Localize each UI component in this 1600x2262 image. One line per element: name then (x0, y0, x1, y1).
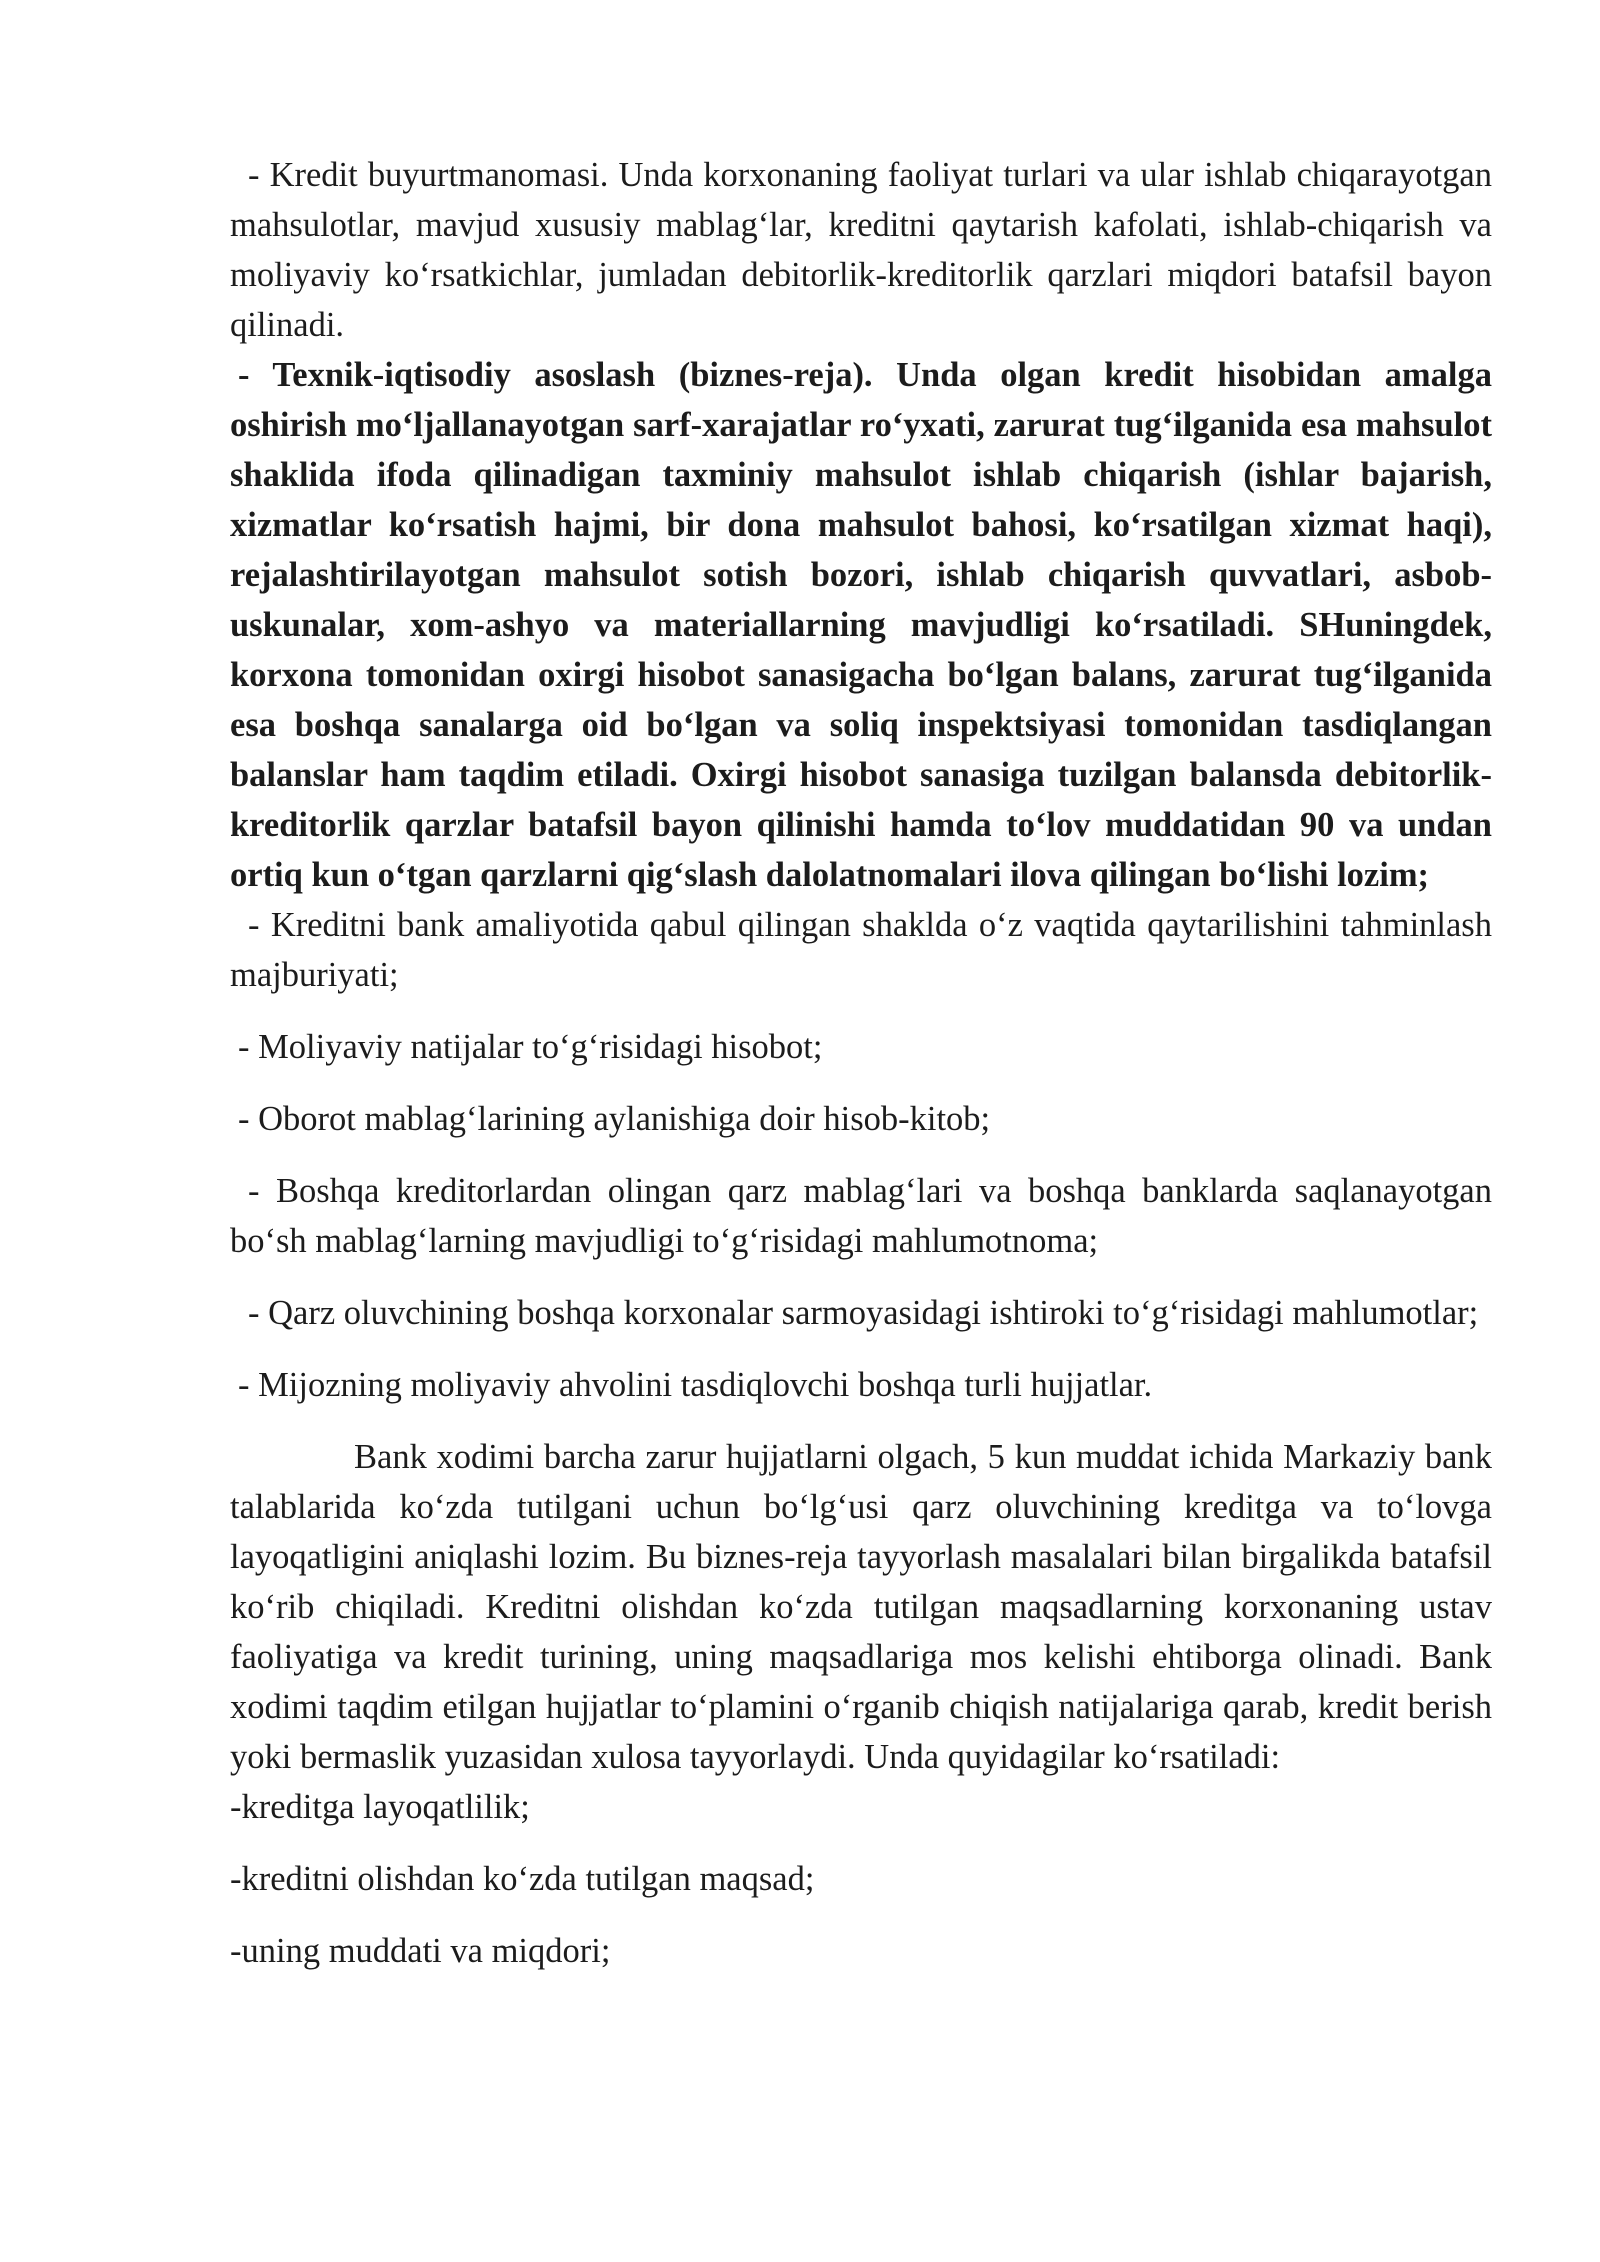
paragraph-working-capital-calculation: - Oborot mablag‘larining aylanishiga doir hisob-kitob; (238, 1100, 991, 1138)
list-item-credit-purpose: -kreditni olishdan ko‘zda tutilgan maqsad; (230, 1860, 815, 1898)
paragraph-other-documents: - Mijozning moliyaviy ahvolini tasdiqlovchi boshqa turli hujjatlar. (238, 1366, 1153, 1404)
document-page (230, 150, 1492, 1976)
paragraph-bank-employee-review: Bank xodimi barcha zarur hujjatlarni olgach, 5 kun muddat ichida Markaziy bank talablarida ko‘zda tutilgani uchun bo‘lg‘usi qarz oluvchining kreditga va to‘lovga layoqatligini aniqlashi lozim. Bu biznes-reja tayyorlash masalalari bilan birgalikda batafsil ko‘rib chiqiladi. Kreditni olishdan ko‘zda tutilgan maqsadlarning korxonaning ustav faoliyatiga va kredit turining, uning maqsadlariga mos kelishi ehtiborga olinadi. Bank xodimi taqdim etilgan hujjatlar to‘plamini o‘rganib chiqish natijalariga qarab, kredit berish yoki bermaslik yuzasidan xulosa tayyorlaydi. Unda quyidagilar ko‘rsatiladi: (230, 1438, 1492, 1776)
paragraph-other-creditors-info: - Boshqa kreditorlardan olingan qarz mablag‘lari va boshqa banklarda saqlanayotgan bo‘sh mablag‘larning mavjudligi to‘g‘risidagi mahlumotnoma; (230, 1172, 1492, 1260)
paragraph-business-plan: - Texnik-iqtisodiy asoslash (biznes-reja). Unda olgan kredit hisobidan amalga oshirish mo‘ljallanayotgan sarf-xarajatlar ro‘yxati, zarurat tug‘ilganida esa mahsulot shaklida ifoda qilinadigan taxminiy mahsulot ishlab chiqarish (ishlar bajarish, xizmatlar ko‘rsatish hajmi, bir dona mahsulot bahosi, ko‘rsatilgan xizmat haqi), rejalashtirilayotgan mahsulot sotish bozori, ishlab chiqarish quvvatlari, asbob-uskunalar, xom-ashyo va materiallarning mavjudligi ko‘rsatiladi. SHuningdek, korxona tomonidan oxirgi hisobot sanasigacha bo‘lgan balans, zarurat tug‘ilganida esa boshqa sanalarga oid bo‘lgan va soliq inspektsiyasi tomonidan tasdiqlangan balanslar ham taqdim etiladi. Oxirgi hisobot sanasiga tuzilgan balansda debitorlik-kreditorlik qarzlar batafsil bayon qilinishi hamda to‘lov muddatidan 90 va undan ortiq kun o‘tgan qarzlarni qig‘slash dalolatnomalari ilova qilingan bo‘lishi lozim; (230, 356, 1492, 894)
paragraph-repayment-obligation: - Kreditni bank amaliyotida qabul qilingan shaklda o‘z vaqtida qaytarilishini tahminlash majburiyati; (230, 906, 1492, 994)
paragraph-borrower-participation-info: - Qarz oluvchining boshqa korxonalar sarmoyasidagi ishtiroki to‘g‘risidagi mahlumotlar; (248, 1294, 1479, 1332)
paragraph-financial-results-report: - Moliyaviy natijalar to‘g‘risidagi hisobot; (238, 1028, 823, 1066)
paragraph-credit-application: - Kredit buyurtmanomasi. Unda korxonaning faoliyat turlari va ular ishlab chiqarayotgan mahsulotlar, mavjud xususiy mablag‘lar, kreditni qaytarish kafolati, ishlab-chiqarish va moliyaviy ko‘rsatkichlar, jumladan debitorlik-kreditorlik qarzlari miqdori batafsil bayon qilinadi. (230, 156, 1492, 344)
list-item-term-and-amount: -uning muddati va miqdori; (230, 1932, 611, 1970)
list-item-creditworthiness: -kreditga layoqatlilik; (230, 1788, 530, 1826)
